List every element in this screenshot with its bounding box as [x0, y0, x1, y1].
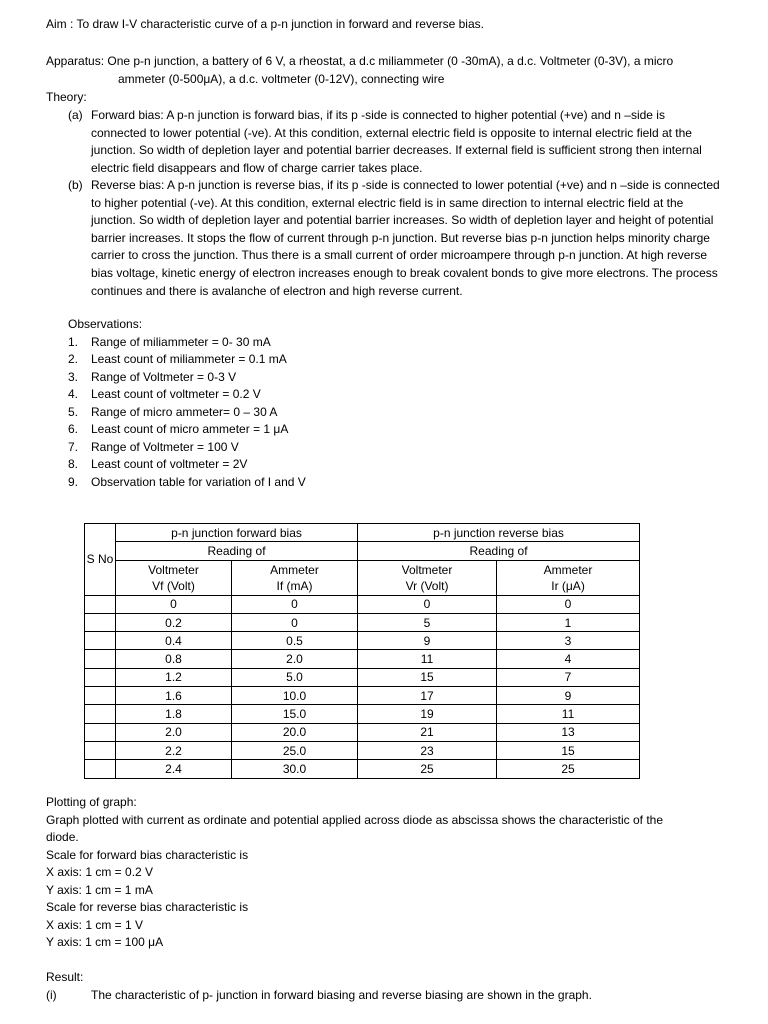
observation-item: Least count of miliammeter = 0.1 mA [91, 352, 287, 366]
cell-ir: 1 [497, 613, 640, 631]
table-row [85, 741, 640, 759]
cell-sno [85, 632, 116, 650]
theory-heading: Theory: [46, 90, 87, 104]
reverse-bias-title: p-n junction reverse bias [358, 524, 640, 542]
result-label: (i) [46, 988, 57, 1002]
cell-if: 0 [232, 613, 358, 631]
cell-vr: 25 [358, 760, 497, 778]
table-row [85, 687, 640, 705]
observation-number: 7. [68, 440, 79, 454]
cell-ir: 9 [497, 687, 640, 705]
cell-sno [85, 687, 116, 705]
table-row [85, 760, 640, 778]
scale-reverse-heading: Scale for reverse bias characteristic is [46, 900, 249, 914]
observations-heading: Observations: [68, 317, 143, 331]
cell-if: 0 [232, 595, 358, 613]
cell-vr: 15 [358, 668, 497, 686]
cell-if: 30.0 [232, 760, 358, 778]
cell-vf: 2.0 [116, 723, 232, 741]
cell-vf: 2.2 [116, 741, 232, 759]
observation-number: 2. [68, 352, 79, 366]
cell-sno [85, 595, 116, 613]
if-header [232, 560, 358, 595]
cell-vf: 0 [116, 595, 232, 613]
cell-vr: 19 [358, 705, 497, 723]
plotting-line-2: diode. [46, 830, 79, 844]
aim-line: Aim : To draw I-V characteristic curve of a p-n junction in forward and reverse bias. [46, 17, 484, 31]
table-row [85, 595, 640, 613]
cell-ir: 15 [497, 741, 640, 759]
cell-vr: 9 [358, 632, 497, 650]
cell-ir: 4 [497, 650, 640, 668]
cell-sno [85, 760, 116, 778]
apparatus-line-1: Apparatus: One p-n junction, a battery of 6 V, a rheostat, a d.c miliammeter (0 -30mA), a d.c. Voltmeter (0-3V), a micro [46, 54, 674, 68]
cell-ir: 13 [497, 723, 640, 741]
cell-vr: 0 [358, 595, 497, 613]
observation-item: Least count of voltmeter = 0.2 V [91, 387, 261, 401]
observation-item: Range of miliammeter = 0- 30 mA [91, 335, 271, 349]
observation-item: Range of micro ammeter= 0 – 30 A [91, 405, 278, 419]
sno-header: S No [85, 524, 116, 596]
cell-vf: 0.2 [116, 613, 232, 631]
table-row [85, 632, 640, 650]
cell-vr: 5 [358, 613, 497, 631]
ir-header [497, 560, 640, 595]
observation-number: 9. [68, 475, 79, 489]
cell-vf: 0.8 [116, 650, 232, 668]
vr-label: Voltmeter [401, 562, 453, 577]
forward-reading-of: Reading of [116, 542, 358, 560]
observation-number: 3. [68, 370, 79, 384]
observation-item: Least count of voltmeter = 2V [91, 457, 248, 471]
cell-if: 20.0 [232, 723, 358, 741]
cell-if: 5.0 [232, 668, 358, 686]
observation-number: 6. [68, 422, 79, 436]
plotting-line-1: Graph plotted with current as ordinate and potential applied across diode as abscissa shows the characteristic of the [46, 813, 664, 827]
cell-ir: 3 [497, 632, 640, 650]
observation-number: 1. [68, 335, 79, 349]
scale-forward-heading: Scale for forward bias characteristic is [46, 848, 249, 862]
cell-vr: 23 [358, 741, 497, 759]
scale-forward-x: X axis: 1 cm = 0.2 V [46, 865, 154, 879]
cell-sno [85, 705, 116, 723]
cell-vr: 17 [358, 687, 497, 705]
cell-sno [85, 741, 116, 759]
table-row [85, 650, 640, 668]
scale-reverse-x: X axis: 1 cm = 1 V [46, 918, 144, 932]
table-row [85, 705, 640, 723]
table-row [85, 613, 640, 631]
cell-sno [85, 613, 116, 631]
theory-b-label: (b) [68, 178, 83, 192]
theory-reverse-bias-text: Reverse bias: A p-n junction is reverse bias, if its p -side is connected to lower potential (+ve) and n –side is connected to higher potential (-ve). At this condition, external electric field is in same direction to internal electric field at the junction. So width of depletion layer and potential barrier increases. So width of depletion layer and height of potential barrier increases. It stops the flow of current through p-n junction. But reverse bias p-n junction helps minority charge carrier to cross the junction. Thus there is a small current of order microampere through p-n junction. At high reverse bias voltage, kinetic energy of electron increases enough to break covalent bonds to give more electrons. The process continues and there is avalanche of electron and high reverse current. [91, 178, 720, 298]
table-row [85, 723, 640, 741]
reverse-reading-of: Reading of [358, 542, 640, 560]
table-row [85, 668, 640, 686]
ir-label: Ammeter [543, 562, 593, 577]
cell-vf: 1.6 [116, 687, 232, 705]
observation-number: 4. [68, 387, 79, 401]
forward-bias-title: p-n junction forward bias [116, 524, 358, 542]
vf-unit: Vf (Volt) [152, 578, 195, 593]
vr-unit: Vr (Volt) [405, 578, 449, 593]
cell-sno [85, 650, 116, 668]
table-header-row [85, 524, 640, 542]
table-header-row [85, 542, 640, 560]
cell-if: 25.0 [232, 741, 358, 759]
scale-forward-y: Y axis: 1 cm = 1 mA [46, 883, 153, 897]
cell-ir: 11 [497, 705, 640, 723]
cell-if: 2.0 [232, 650, 358, 668]
theory-forward-bias-text: Forward bias: A p-n junction is forward bias, if its p -side is connected to higher potential (+ve) and n –side is connected to lower potential (-ve). At this condition, external electric field is opposite to internal electric field at the junction. So width of depletion layer and potential barrier decreases. If external field is sufficient strong then internal electric field disappears and flow of charge carrier takes place. [91, 108, 702, 175]
observation-item: Range of Voltmeter = 100 V [91, 440, 239, 454]
cell-vf: 1.8 [116, 705, 232, 723]
cell-vf: 2.4 [116, 760, 232, 778]
vf-label: Voltmeter [148, 562, 199, 577]
cell-vf: 0.4 [116, 632, 232, 650]
plotting-heading: Plotting of graph: [46, 795, 137, 809]
result-heading: Result: [46, 970, 84, 984]
theory-a-label: (a) [68, 108, 83, 122]
ir-unit: Ir (μA) [551, 578, 585, 593]
cell-sno [85, 668, 116, 686]
cell-ir: 7 [497, 668, 640, 686]
cell-ir: 0 [497, 595, 640, 613]
cell-if: 10.0 [232, 687, 358, 705]
cell-if: 15.0 [232, 705, 358, 723]
vf-header [116, 560, 232, 595]
cell-ir: 25 [497, 760, 640, 778]
if-unit: If (mA) [276, 578, 313, 593]
result-text: The characteristic of p- junction in forward biasing and reverse biasing are shown in the graph. [91, 988, 592, 1002]
apparatus-line-2: ammeter (0-500μA), a d.c. voltmeter (0-12V), connecting wire [118, 72, 445, 86]
observation-item: Observation table for variation of I and V [91, 475, 306, 489]
observation-item: Range of Voltmeter = 0-3 V [91, 370, 237, 384]
cell-vr: 21 [358, 723, 497, 741]
vr-header [358, 560, 497, 595]
scale-reverse-y: Y axis: 1 cm = 100 μA [46, 935, 164, 949]
if-label: Ammeter [270, 562, 319, 577]
observation-item: Least count of micro ammeter = 1 μA [91, 422, 289, 436]
cell-vf: 1.2 [116, 668, 232, 686]
observation-number: 8. [68, 457, 79, 471]
cell-vr: 11 [358, 650, 497, 668]
observation-number: 5. [68, 405, 79, 419]
observation-table [84, 523, 640, 779]
cell-if: 0.5 [232, 632, 358, 650]
cell-sno [85, 723, 116, 741]
